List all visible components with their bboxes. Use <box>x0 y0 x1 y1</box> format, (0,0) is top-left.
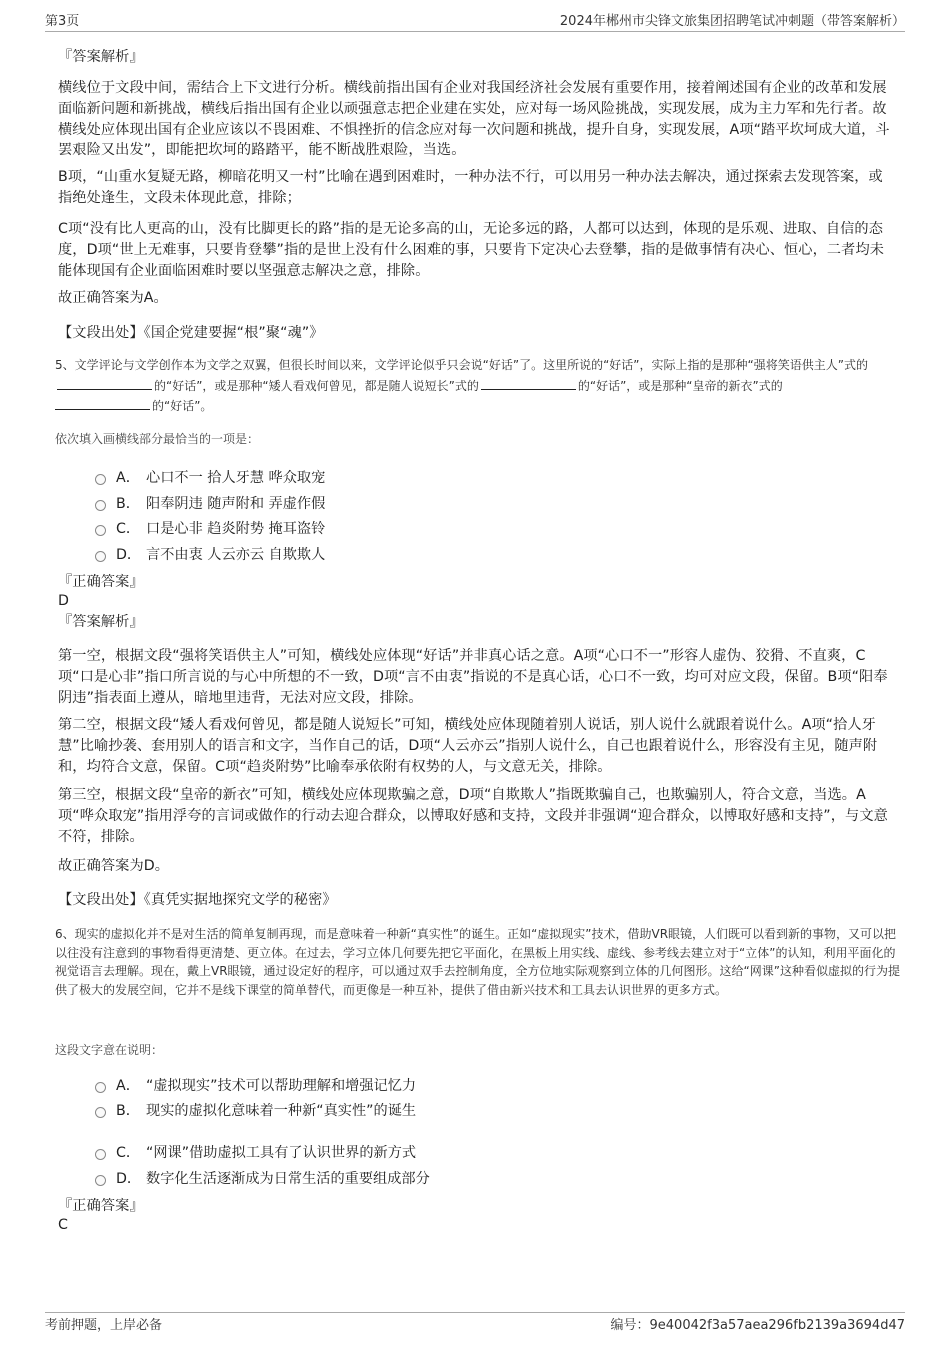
analysis-label: 『答案解析』 <box>58 614 144 630</box>
analysis-paragraph: 横线位于文段中间，需结合上下文进行分析。横线前指出国有企业对我国经济社会发展有重要作用，接着阐述国有企业的改革和发展面临新问题和新挑战，横线后指出国有企业以顽强意志把企业建在实处，应对每一场风险挑战，实现发展，成为主力军和先行者。故横线处应体现出国有企业应该以不畏困难、不惧挫折的信念应对每一次问题和挑战，提升自身，实现发展，A项“踏平坎坷成大道，斗罢艰险又出发”，即能把坎坷的路踏平，能不断战胜艰险，当选。 <box>58 80 890 159</box>
answer-conclusion: 故正确答案为A。 <box>58 290 168 306</box>
question-6-prompt: 这段文字意在说明： <box>55 1043 164 1057</box>
option-a[interactable]: A． “虚拟现实”技术可以帮助理解和增强记忆力 <box>95 1075 416 1095</box>
correct-answer: C <box>58 1217 69 1233</box>
footer-divider <box>45 1312 905 1313</box>
option-a[interactable]: A． 心口不一 拾人牙慧 哗众取宠 <box>95 467 325 487</box>
document-title: 2024年郴州市尖锋文旅集团招聘笔试冲刺题（带答案解析） <box>559 14 905 29</box>
correct-answer: D <box>58 593 70 609</box>
correct-answer-label: 『正确答案』 <box>58 574 144 590</box>
analysis-label: 『答案解析』 <box>58 49 144 65</box>
radio-icon[interactable] <box>95 1107 106 1118</box>
radio-icon[interactable] <box>95 525 106 536</box>
correct-answer-label: 『正确答案』 <box>58 1198 144 1214</box>
blank-1 <box>57 377 152 390</box>
radio-icon[interactable] <box>95 474 106 485</box>
option-c[interactable]: C． 口是心非 趋炎附势 掩耳盗铃 <box>95 518 325 538</box>
question-6-stem: 6、现实的虚拟化并不是对生活的简单复制再现，而是意味着一种新“真实性”的诞生。正如“虚拟现实”技术，借助VR眼镜，人们既可以看到新的事物，又可以把以往没有注意到的事物看得更清楚、更立体。在过去，学习立体几何要先把它平面化，在黑板上用实线、虚线、参考线去建立对于“立体”的认知，利用平面化的视觉语言去理解。现在，戴上VR眼镜，通过设定好的程序，可以通过双手去控制角度，全方位地实际观察到立体的几何图形。这给“网课”这种看似虚拟的行为提供了极大的发展空间，它并不是线下课堂的简单替代，而更像是一种互补，提供了借由新兴技术和工具去认识世界的更多方式。 <box>55 927 900 997</box>
option-d[interactable]: D． 言不由衷 人云亦云 自欺欺人 <box>95 544 325 564</box>
passage-source: 【文段出处】《国企党建要握“根”聚“魂”》 <box>58 325 324 341</box>
radio-icon[interactable] <box>95 500 106 511</box>
blank-2 <box>481 377 576 390</box>
radio-icon[interactable] <box>95 551 106 562</box>
option-b[interactable]: B． 阳奉阴违 随声附和 弄虚作假 <box>95 493 325 513</box>
passage-source: 【文段出处】《真凭实据地探究文学的秘密》 <box>58 892 337 908</box>
option-d[interactable]: D． 数字化生活逐渐成为日常生活的重要组成部分 <box>95 1168 430 1188</box>
answer-conclusion: 故正确答案为D。 <box>58 858 170 874</box>
analysis-paragraph: 第三空，根据文段“皇帝的新衣”可知，横线处应体现欺骗之意，D项“自欺欺人”指既欺骗自己，也欺骗别人，符合文意，当选。A项“哗众取宠”指用浮夸的言词或做作的行动去迎合群众，以博取好感和支持，文段并非强调“迎合群众，以博取好感和支持”，与文意不符，排除。 <box>58 787 888 845</box>
radio-icon[interactable] <box>95 1175 106 1186</box>
question-5-stem: 5、文学评论与文学创作本为文学之双翼，但很长时间以来，文学评论似乎只会说“好话”了。这里所说的“好话”，实际上指的是那种“强将笑语供主人”式的的“好话”，或是那种“矮人看戏何曾见，都是随人说短长”式的 的“好话”，或是那种“皇帝的新衣”式的 的“好话”。 <box>55 358 868 413</box>
analysis-paragraph: C项“没有比人更高的山，没有比脚更长的路”指的是无论多高的山，无论多远的路，人都可以达到，体现的是乐观、进取、自信的态度，D项“世上无难事，只要肯登攀”指的是世上没有什么困难的事，只要肯下定决心去登攀，指的是做事情有决心、恒心，二者均未能体现国有企业面临困难时要以坚强意志解决之意，排除。 <box>58 221 885 279</box>
radio-icon[interactable] <box>95 1149 106 1160</box>
page-number: 第3页 <box>45 14 80 29</box>
option-c[interactable]: C． “网课”借助虚拟工具有了认识世界的新方式 <box>95 1142 416 1162</box>
header-divider <box>45 31 905 32</box>
analysis-paragraph: 第二空，根据文段“矮人看戏何曾见，都是随人说短长”可知，横线处应体现随着别人说话，别人说什么就跟着说什么。A项“拾人牙慧”比喻抄袭、套用别人的语言和文字，当作自己的话，D项“人云亦云”指别人说什么，自己也跟着说什么，形容没有主见，随声附和，均符合文意，保留。C项“趋炎附势”比喻奉承依附有权势的人，与文意无关，排除。 <box>58 717 878 775</box>
option-b[interactable]: B． 现实的虚拟化意味着一种新“真实性”的诞生 <box>95 1100 416 1120</box>
radio-icon[interactable] <box>95 1082 106 1093</box>
analysis-paragraph: 第一空，根据文段“强将笑语供主人”可知，横线处应体现“好话”并非真心话之意。A项“心口不一”形容人虚伪、狡猾、不直爽，C项“口是心非”指口所言说的与心中所想的不一致，D项“言不由衷”指说的不是真心话，心口不一致，均可对应文段，保留。B项“阳奉阴违”指表面上遵从，暗地里违背，无法对应文段，排除。 <box>58 648 888 706</box>
analysis-paragraph: B项，“山重水复疑无路，柳暗花明又一村”比喻在遇到困难时，一种办法不行，可以用另一种办法去解决，通过探索去发现答案，或指绝处逢生，文段未体现此意，排除； <box>58 169 883 206</box>
document-id: 编号：9e40042f3a57aea296fb2139a3694d47 <box>610 1318 905 1333</box>
blank-3 <box>55 397 150 410</box>
footer-slogan: 考前押题，上岸必备 <box>45 1318 163 1333</box>
question-5-prompt: 依次填入画横线部分最恰当的一项是： <box>55 432 260 446</box>
